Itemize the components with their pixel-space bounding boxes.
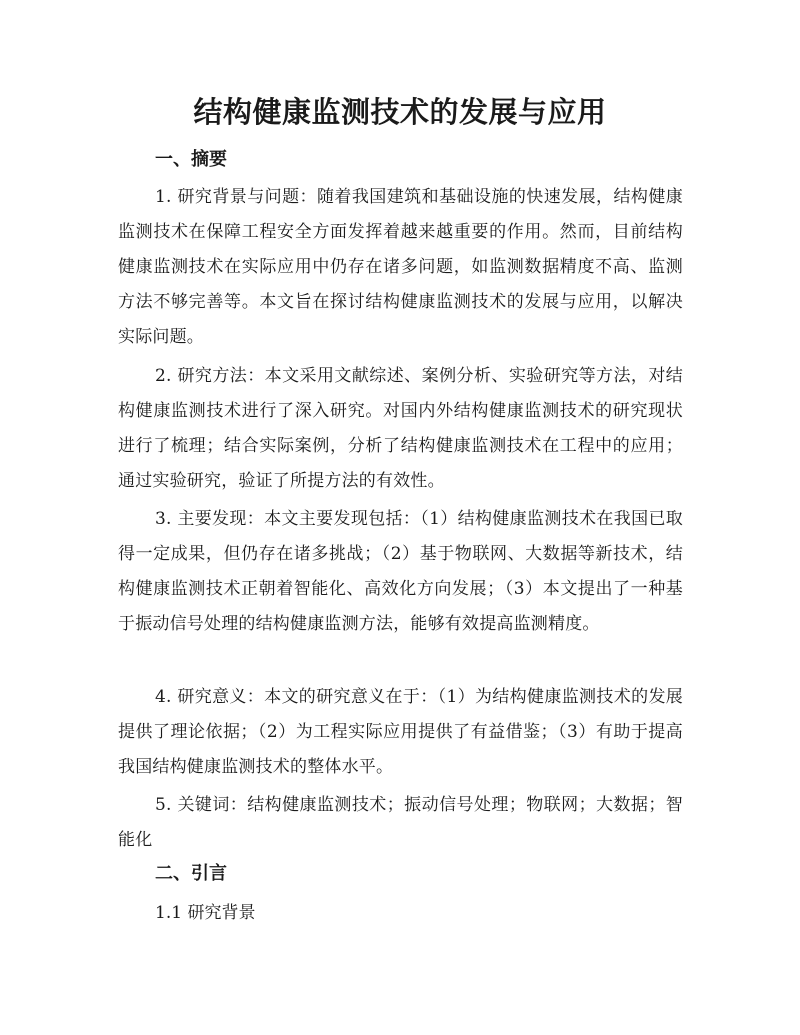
paragraph-research-background: 1. 研究背景与问题：随着我国建筑和基础设施的快速发展，结构健康监测技术在保障工程安全方面发挥着越来越重要的作用。然而，目前结构健康监测技术在实际应用中仍存在诸多问题，如监测数据精度不高、监测方法不够完善等。本文旨在探讨结构健康监测技术的发展与应用，以解决实际问题。 bbox=[118, 187, 683, 347]
paragraph-keywords: 5. 关键词：结构健康监测技术；振动信号处理；物联网；大数据；智能化 bbox=[118, 795, 683, 850]
paragraph-research-method: 2. 研究方法：本文采用文献综述、案例分析、实验研究等方法，对结构健康监测技术进行了深入研究。对国内外结构健康监测技术的研究现状进行了梳理；结合实际案例，分析了结构健康监测技术在工程中的应用；通过实验研究，验证了所提方法的有效性。 bbox=[118, 366, 683, 491]
document-title: 结构健康监测技术的发展与应用 bbox=[193, 95, 607, 129]
paragraph-main-findings: 3. 主要发现：本文主要发现包括：（1）结构健康监测技术在我国已取得一定成果，但仍存在诸多挑战；（2）基于物联网、大数据等新技术，结构健康监测技术正朝着智能化、高效化方向发展；（3）本文提出了一种基于振动信号处理的结构健康监测方法，能够有效提高监测精度。 bbox=[118, 509, 683, 634]
abstract-heading: 一、摘要 bbox=[155, 149, 227, 170]
paragraph-research-significance: 4. 研究意义：本文的研究意义在于：（1）为结构健康监测技术的发展提供了理论依据；（2）为工程实际应用提供了有益借鉴；（3）有助于提高我国结构健康监测技术的整体水平。 bbox=[118, 687, 683, 777]
introduction-heading: 二、引言 bbox=[155, 863, 227, 884]
subsection-research-background: 1.1 研究背景 bbox=[155, 903, 256, 923]
